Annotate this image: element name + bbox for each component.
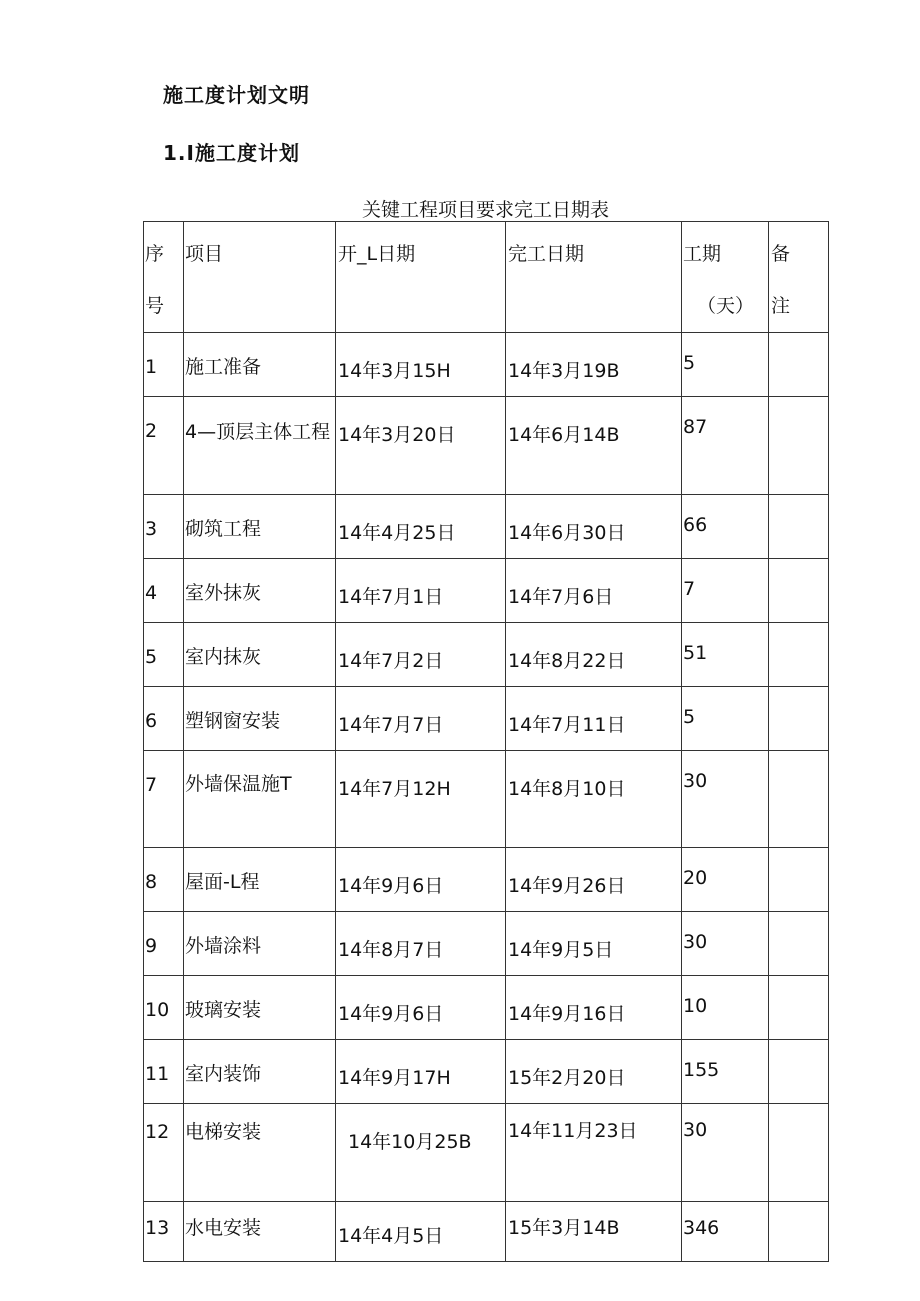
cell-item: 屋面-L程 [184, 848, 336, 912]
table-header-row [144, 222, 829, 333]
cell-start-date: 14年4月25日 [336, 495, 506, 559]
cell-end-date: 14年3月19B [506, 333, 682, 397]
cell-duration: 346 [682, 1202, 769, 1262]
cell-note [769, 751, 829, 848]
header-duration [682, 222, 769, 333]
table-caption: 关键工程项目要求完工日期表 [361, 199, 609, 221]
cell-end-date: 14年9月16日 [506, 976, 682, 1040]
cell-duration: 30 [682, 1104, 769, 1202]
cell-duration: 5 [682, 333, 769, 397]
cell-end-date: 14年6月30日 [506, 495, 682, 559]
cell-item: 电梯安装 [184, 1104, 336, 1202]
cell-item: 室内装饰 [184, 1040, 336, 1104]
header-item: 项目 [184, 222, 336, 333]
cell-start-date: 14年7月1日 [336, 559, 506, 623]
cell-item: 塑钢窗安装 [184, 687, 336, 751]
cell-duration: 87 [682, 397, 769, 495]
table-row [144, 687, 829, 751]
cell-end-date: 14年11月23日 [506, 1104, 682, 1202]
cell-duration: 51 [682, 623, 769, 687]
schedule-table [143, 221, 829, 1262]
cell-note [769, 912, 829, 976]
cell-duration: 10 [682, 976, 769, 1040]
header-end-date: 完工日期 [506, 222, 682, 333]
cell-item: 施工准备 [184, 333, 336, 397]
header-duration-line1: 工期 [683, 243, 722, 265]
cell-end-date: 14年7月6日 [506, 559, 682, 623]
cell-note [769, 559, 829, 623]
cell-item: 室内抹灰 [184, 623, 336, 687]
table-row [144, 623, 829, 687]
cell-start-date: 14年8月7日 [336, 912, 506, 976]
cell-note [769, 687, 829, 751]
header-start-date: 开_L日期 [336, 222, 506, 333]
cell-no: 1 [144, 333, 184, 397]
cell-start-date: 14年10月25B [336, 1104, 506, 1202]
cell-no: 9 [144, 912, 184, 976]
cell-note [769, 1202, 829, 1262]
cell-no: 13 [144, 1202, 184, 1262]
cell-note [769, 495, 829, 559]
cell-note [769, 623, 829, 687]
cell-item: 外墙涂料 [184, 912, 336, 976]
cell-no: 2 [144, 397, 184, 495]
table-row [144, 333, 829, 397]
cell-end-date: 14年9月5日 [506, 912, 682, 976]
cell-end-date: 14年8月22日 [506, 623, 682, 687]
cell-duration: 66 [682, 495, 769, 559]
cell-duration: 5 [682, 687, 769, 751]
header-note-line2: 注 [771, 295, 791, 317]
cell-duration: 155 [682, 1040, 769, 1104]
cell-no: 3 [144, 495, 184, 559]
table-row [144, 912, 829, 976]
cell-item: 4—顶层主体工程 [184, 397, 336, 495]
table-row [144, 495, 829, 559]
cell-note [769, 848, 829, 912]
cell-no: 12 [144, 1104, 184, 1202]
header-note-line1: 备 [771, 243, 791, 265]
table-row [144, 397, 829, 495]
table-row [144, 559, 829, 623]
cell-start-date: 14年9月6日 [336, 976, 506, 1040]
cell-end-date: 14年8月10日 [506, 751, 682, 848]
cell-note [769, 976, 829, 1040]
cell-start-date: 14年4月5日 [336, 1202, 506, 1262]
document-title: 施工度计划文明 [163, 83, 310, 107]
cell-duration: 30 [682, 912, 769, 976]
cell-no: 4 [144, 559, 184, 623]
cell-item: 水电安装 [184, 1202, 336, 1262]
table-row [144, 1040, 829, 1104]
header-no [144, 222, 184, 333]
cell-note [769, 1040, 829, 1104]
cell-duration: 20 [682, 848, 769, 912]
cell-item: 砌筑工程 [184, 495, 336, 559]
cell-note [769, 333, 829, 397]
cell-end-date: 15年3月14B [506, 1202, 682, 1262]
cell-start-date: 14年7月2日 [336, 623, 506, 687]
cell-start-date: 14年3月20日 [336, 397, 506, 495]
cell-start-date: 14年9月17H [336, 1040, 506, 1104]
header-duration-unit: （天） [696, 295, 754, 317]
cell-item: 室外抹灰 [184, 559, 336, 623]
cell-start-date: 14年7月12H [336, 751, 506, 848]
cell-end-date: 14年6月14B [506, 397, 682, 495]
section-heading: 1.Ⅰ施工度计划 [163, 141, 300, 165]
cell-duration: 30 [682, 751, 769, 848]
cell-no: 11 [144, 1040, 184, 1104]
table-row [144, 976, 829, 1040]
table-row [144, 751, 829, 848]
cell-item: 玻璃安装 [184, 976, 336, 1040]
cell-item: 外墙保温施T [184, 751, 336, 848]
table-row [144, 848, 829, 912]
cell-end-date: 14年9月26日 [506, 848, 682, 912]
cell-no: 10 [144, 976, 184, 1040]
header-no-line2: 号 [145, 295, 165, 317]
cell-no: 6 [144, 687, 184, 751]
cell-end-date: 15年2月20日 [506, 1040, 682, 1104]
cell-note [769, 1104, 829, 1202]
cell-no: 8 [144, 848, 184, 912]
cell-note [769, 397, 829, 495]
table-row [144, 1104, 829, 1202]
cell-end-date: 14年7月11日 [506, 687, 682, 751]
cell-no: 5 [144, 623, 184, 687]
cell-no: 7 [144, 751, 184, 848]
cell-duration: 7 [682, 559, 769, 623]
table-row [144, 1202, 829, 1262]
header-no-line1: 序 [145, 243, 165, 265]
cell-start-date: 14年3月15H [336, 333, 506, 397]
cell-start-date: 14年7月7日 [336, 687, 506, 751]
header-note [769, 222, 829, 333]
cell-start-date: 14年9月6日 [336, 848, 506, 912]
